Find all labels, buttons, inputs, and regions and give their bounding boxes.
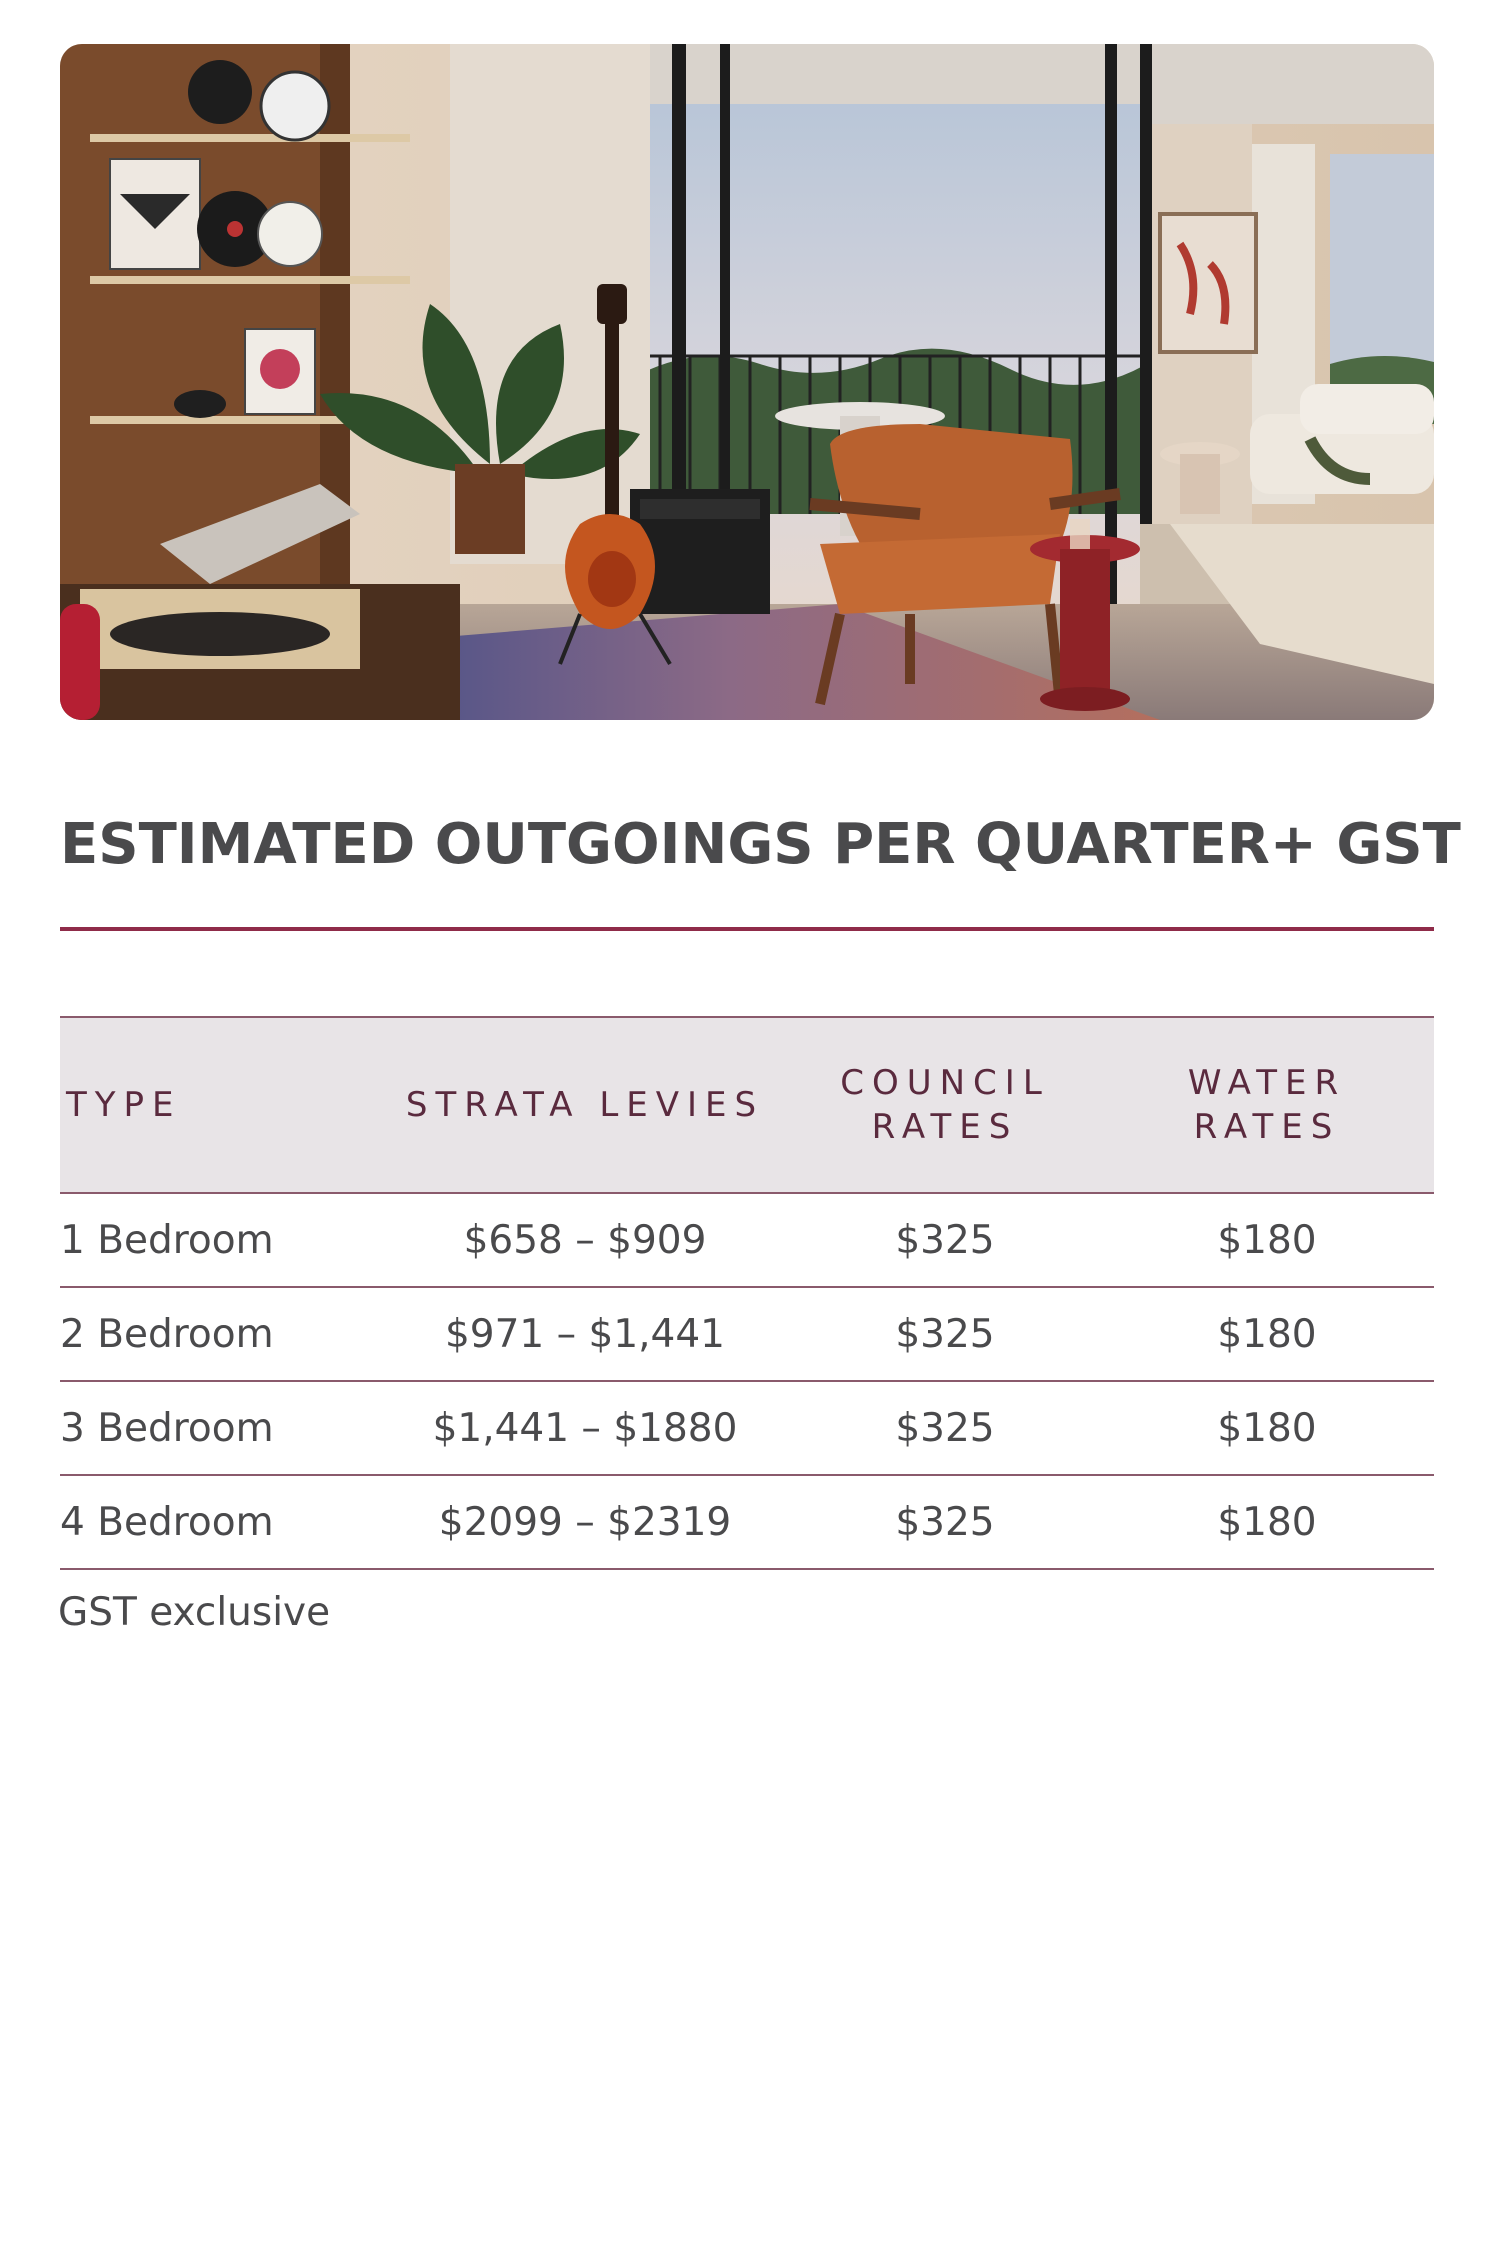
header-water-line2: RATES [1193,1107,1341,1147]
cell-council: $325 [790,1381,1100,1475]
table-row [60,1287,1434,1381]
header-water-rates [1100,1017,1434,1193]
header-strata-levies: STRATA LEVIES [380,1017,790,1193]
gst-footnote: GST exclusive [58,1590,331,1635]
cell-water: $180 [1100,1475,1434,1569]
table-row [60,1381,1434,1475]
cell-strata: $1,441 – $1880 [380,1381,790,1475]
cell-type: 4 Bedroom [60,1475,380,1569]
table-header-row [60,1017,1434,1193]
living-room-photo [60,44,1434,720]
cell-council: $325 [790,1475,1100,1569]
page-title: ESTIMATED OUTGOINGS PER QUARTER+ GST [60,812,1461,877]
living-room-illustration [60,44,1434,720]
outgoings-table [60,1016,1434,1570]
cell-council: $325 [790,1287,1100,1381]
cell-water: $180 [1100,1381,1434,1475]
header-water-line1: WATER [1187,1063,1347,1103]
table-row [60,1475,1434,1569]
header-council-line2: RATES [871,1107,1019,1147]
header-type: TYPE [60,1017,380,1193]
header-council-line1: COUNCIL [840,1063,1050,1103]
title-divider [60,927,1434,931]
cell-water: $180 [1100,1287,1434,1381]
table-row [60,1193,1434,1287]
cell-type: 3 Bedroom [60,1381,380,1475]
cell-council: $325 [790,1193,1100,1287]
cell-strata: $971 – $1,441 [380,1287,790,1381]
cell-type: 2 Bedroom [60,1287,380,1381]
cell-water: $180 [1100,1193,1434,1287]
header-council-rates [790,1017,1100,1193]
cell-type: 1 Bedroom [60,1193,380,1287]
cell-strata: $658 – $909 [380,1193,790,1287]
cell-strata: $2099 – $2319 [380,1475,790,1569]
